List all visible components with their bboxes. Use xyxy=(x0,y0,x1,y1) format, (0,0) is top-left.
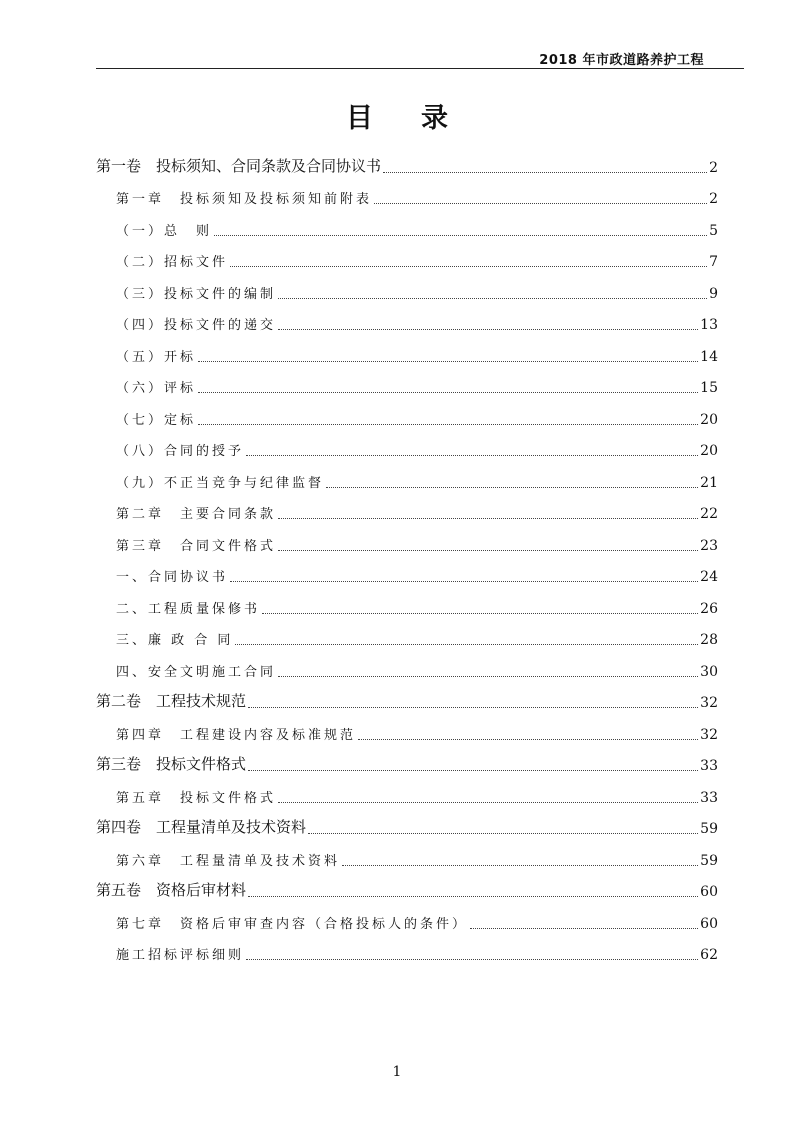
toc-entry-label: 第二章 主要合同条款 xyxy=(116,507,277,522)
dot-leader xyxy=(198,361,698,362)
toc-entry[interactable] xyxy=(96,843,718,875)
toc-entry-label: 第四章 工程建设内容及标准规范 xyxy=(116,727,357,743)
toc-entry-label: （四）投标文件的递交 xyxy=(116,318,277,333)
toc-entry[interactable] xyxy=(96,623,718,655)
toc-entry-label: 第七章 资格后审审查内容（合格投标人的条件） xyxy=(116,916,469,932)
toc-entry-label: 第五章 投标文件格式 xyxy=(116,790,277,806)
dot-leader xyxy=(326,487,698,488)
dot-leader xyxy=(248,896,698,897)
toc-entry-page: 21 xyxy=(700,474,718,491)
table-of-contents xyxy=(96,150,718,969)
dot-leader xyxy=(278,550,698,551)
toc-entry-label: （六）评标 xyxy=(116,381,197,396)
toc-entry-page: 24 xyxy=(700,569,718,585)
toc-entry-label: 四、安全文明施工合同 xyxy=(116,664,277,680)
toc-entry[interactable] xyxy=(96,465,718,497)
toc-entry-page: 20 xyxy=(700,411,718,428)
toc-entry-label: （三）投标文件的编制 xyxy=(116,286,277,302)
toc-entry[interactable] xyxy=(96,906,718,938)
toc-entry-label: 第三章 合同文件格式 xyxy=(116,538,277,554)
toc-entry[interactable] xyxy=(96,528,718,560)
dot-leader xyxy=(214,235,707,236)
toc-entry-page: 26 xyxy=(700,600,718,617)
toc-entry-page: 2 xyxy=(709,159,718,176)
dot-leader xyxy=(470,928,698,929)
toc-entry[interactable] xyxy=(96,812,718,844)
dot-leader xyxy=(262,613,698,614)
dot-leader xyxy=(230,581,698,582)
toc-entry[interactable] xyxy=(96,875,718,907)
toc-entry-page: 30 xyxy=(700,663,718,680)
dot-leader xyxy=(383,172,707,173)
toc-entry-page: 23 xyxy=(700,537,718,554)
toc-entry[interactable] xyxy=(96,245,718,277)
toc-entry-label: 一、合同协议书 xyxy=(116,570,229,585)
dot-leader xyxy=(278,298,707,299)
toc-entry-label: （五）开标 xyxy=(116,349,197,365)
toc-entry-label: 第六章 工程量清单及技术资料 xyxy=(116,853,341,869)
toc-entry[interactable] xyxy=(96,339,718,371)
toc-entry-page: 59 xyxy=(700,852,718,869)
toc-entry[interactable] xyxy=(96,150,718,182)
toc-entry-label: （九）不正当竞争与纪律监督 xyxy=(116,475,325,491)
dot-leader xyxy=(246,455,698,456)
dot-leader xyxy=(278,329,698,330)
dot-leader xyxy=(278,518,698,519)
toc-entry-label: 第四卷 工程量清单及技术资料 xyxy=(96,818,307,836)
header-title: 2018 年市政道路养护工程 xyxy=(539,53,704,68)
toc-entry[interactable] xyxy=(96,749,718,781)
dot-leader xyxy=(358,739,698,740)
toc-entry-label: （八）合同的授予 xyxy=(116,444,245,459)
toc-entry-page: 14 xyxy=(700,348,718,365)
toc-entry-page: 20 xyxy=(700,443,718,459)
dot-leader xyxy=(308,833,698,834)
toc-entry[interactable] xyxy=(96,654,718,686)
toc-entry-page: 2 xyxy=(709,191,718,207)
dot-leader xyxy=(235,644,698,645)
dot-leader xyxy=(342,865,698,866)
dot-leader xyxy=(198,392,698,393)
toc-entry[interactable] xyxy=(96,213,718,245)
toc-entry-label: （七）定标 xyxy=(116,412,197,428)
toc-entry[interactable] xyxy=(96,434,718,466)
toc-entry-page: 15 xyxy=(700,380,718,396)
toc-entry-label: （一）总 则 xyxy=(116,223,213,239)
dot-leader xyxy=(230,266,707,267)
toc-entry-page: 32 xyxy=(700,726,718,743)
toc-entry-label: 施工招标评标细则 xyxy=(116,948,245,963)
toc-entry-page: 59 xyxy=(700,821,718,837)
toc-entry-page: 7 xyxy=(709,254,718,270)
toc-entry-label: 第三卷 投标文件格式 xyxy=(96,755,247,773)
dot-leader xyxy=(246,959,698,960)
toc-entry-label: 第五卷 资格后审材料 xyxy=(96,881,247,899)
toc-entry-page: 9 xyxy=(709,285,718,302)
toc-entry[interactable] xyxy=(96,497,718,529)
toc-entry[interactable] xyxy=(96,686,718,718)
toc-entry[interactable] xyxy=(96,780,718,812)
toc-entry[interactable] xyxy=(96,938,718,970)
toc-entry[interactable] xyxy=(96,182,718,214)
toc-entry[interactable] xyxy=(96,560,718,592)
toc-entry-page: 60 xyxy=(700,915,718,932)
dot-leader xyxy=(248,770,698,771)
toc-entry-page: 33 xyxy=(700,789,718,806)
dot-leader xyxy=(278,802,698,803)
toc-entry[interactable] xyxy=(96,308,718,340)
toc-entry-label: 第一卷 投标须知、合同条款及合同协议书 xyxy=(96,156,382,175)
toc-entry-page: 62 xyxy=(700,947,718,963)
toc-entry-page: 60 xyxy=(700,884,718,900)
toc-entry-label: 三、廉 政 合 同 xyxy=(116,633,234,648)
toc-entry-label: 第二卷 工程技术规范 xyxy=(96,692,247,710)
toc-entry-label: 第一章 投标须知及投标须知前附表 xyxy=(116,192,373,207)
page-title: 目录 xyxy=(346,103,496,134)
page-number: 1 xyxy=(392,1064,402,1080)
toc-entry-page: 5 xyxy=(709,222,718,239)
toc-entry-page: 13 xyxy=(700,317,718,333)
toc-entry[interactable] xyxy=(96,276,718,308)
toc-entry-page: 33 xyxy=(700,758,718,774)
dot-leader xyxy=(278,676,698,677)
dot-leader xyxy=(374,203,707,204)
toc-entry[interactable] xyxy=(96,591,718,623)
toc-entry[interactable] xyxy=(96,717,718,749)
dot-leader xyxy=(198,424,698,425)
toc-entry-label: （二）招标文件 xyxy=(116,255,229,270)
toc-entry-page: 32 xyxy=(700,695,718,711)
page-header xyxy=(96,42,744,69)
toc-entry-page: 22 xyxy=(700,506,718,522)
toc-entry[interactable] xyxy=(96,371,718,403)
toc-entry-label: 二、工程质量保修书 xyxy=(116,601,261,617)
toc-entry[interactable] xyxy=(96,402,718,434)
dot-leader xyxy=(248,707,698,708)
toc-entry-page: 28 xyxy=(700,632,718,648)
